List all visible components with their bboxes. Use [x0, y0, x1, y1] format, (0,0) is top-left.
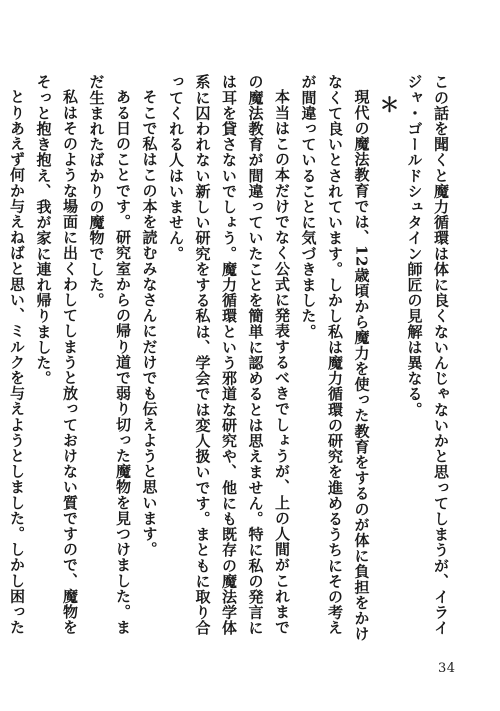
- paragraph: 現代の魔法教育では、12歳頃から魔力を使った教育をするのが体に負担をかけなくて良いとされています。しかし私は魔力循環の研究を進めるうちにその考えが間違っていることに気づきました。: [299, 74, 371, 642]
- scene-break-asterisk: ＊: [376, 94, 400, 115]
- paragraph: 私はそのような場面に出くわしてしまうと放っておけない質ですので、魔物をそっと抱き抱え、我が家に連れ帰りました。: [34, 74, 79, 635]
- paragraph: ある日のことです。研究室からの帰り道で弱り切った魔物を見つけました。まだ生まれたばかりの魔物でした。: [87, 74, 132, 635]
- paragraph: そこで私はこの本を読むみなさんにだけでも伝えようと思います。: [140, 89, 159, 557]
- paragraph: とりあえず何か与えねばと思い、ミルクを与えようとしました。しかし困った: [8, 89, 26, 635]
- page-number: 34: [438, 661, 456, 676]
- paragraph: 本当はこの本だけでなく公式に発表するべきでしょうが、上の人間がこれまでの魔法教育が間違っていたことを簡単に認めるとは思えません。特に私の発言には耳を貸さないでしょう。魔力循環という邪道な研究や、他にも既存の魔法学体系に囚われない新しい研究をする私は、学会では変人扱いです。まともに取り合ってくれる人はいません。: [167, 74, 291, 636]
- paragraph: この話を聞くと魔力循環は体に良くないんじゃないかと思ってしまうが、イライジャ・ゴールドシュタイン師匠の見解は異なる。: [405, 74, 450, 636]
- body-text: [8, 74, 454, 646]
